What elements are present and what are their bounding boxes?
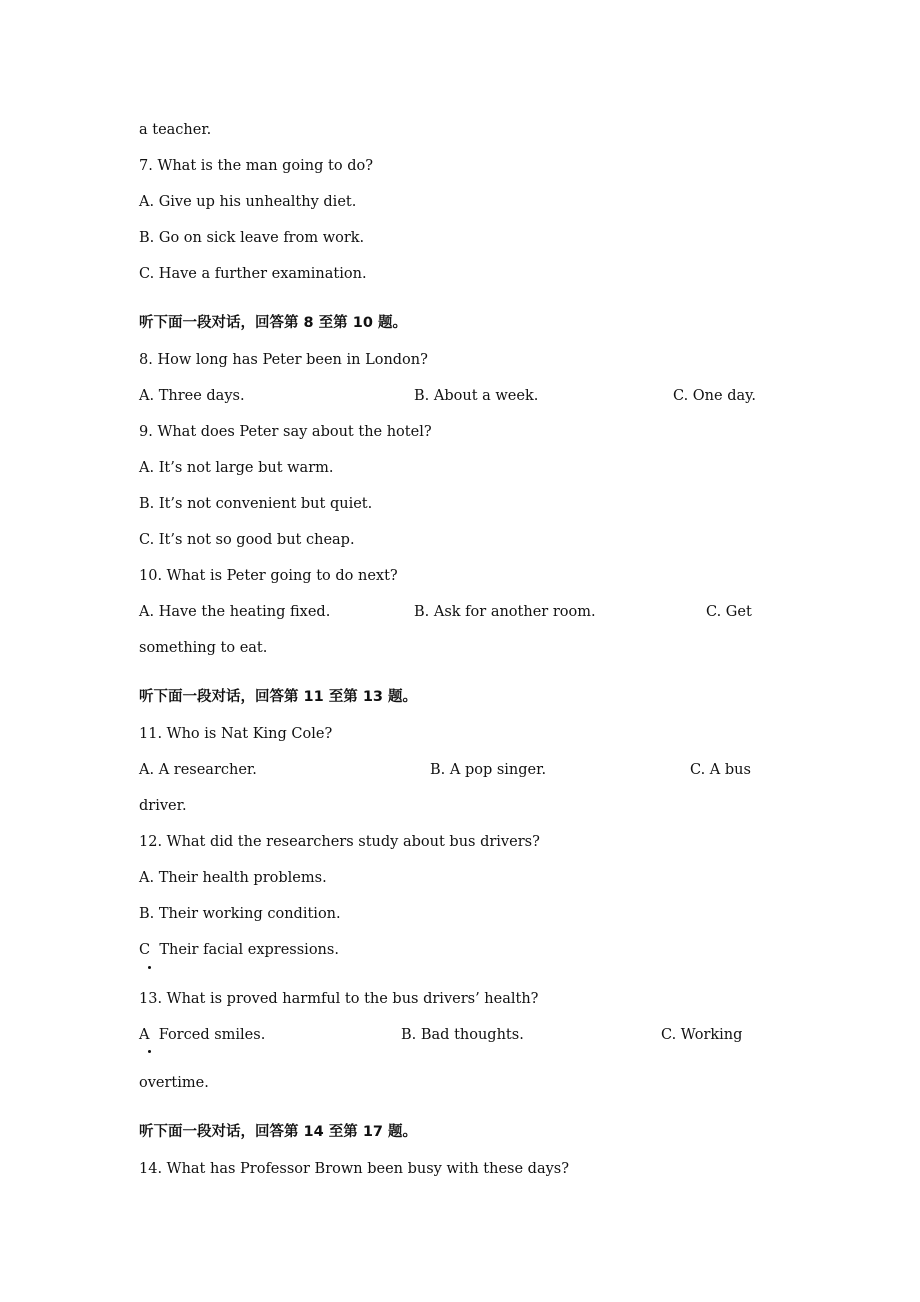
option-12a: A. Their health problems. [139, 870, 327, 886]
section-heading-8-10: 听下面一段对话，回答第 8 至第 10 题。 [139, 315, 407, 331]
question-7: 7. What is the man going to do? [139, 158, 373, 174]
option-11a: A. A researcher. [139, 762, 257, 778]
question-14: 14. What has Professor Brown been busy with these days? [139, 1161, 570, 1177]
option-7c: C. Have a further examination. [139, 266, 367, 282]
option-9c: C. It’s not so good but cheap. [139, 532, 355, 548]
question-13: 13. What is proved harmful to the bus drivers’ health? [139, 991, 539, 1007]
section-heading-14-17: 听下面一段对话，回答第 14 至第 17 题。 [139, 1124, 418, 1140]
option-13c: C. Working [661, 1027, 743, 1043]
option-8c: C. One day. [673, 388, 757, 404]
option-12b: B. Their working condition. [139, 906, 341, 922]
question-12: 12. What did the researchers study about bus drivers? [139, 834, 540, 850]
option-11c: C. A bus [690, 762, 751, 778]
option-11c-continued: driver. [139, 798, 187, 814]
option-10c-continued: something to eat. [139, 640, 268, 656]
stray-dot [148, 1050, 151, 1053]
option-7a: A. Give up his unhealthy diet. [139, 194, 357, 210]
option-13c-continued: overtime. [139, 1075, 209, 1091]
option-11b: B. A pop singer. [430, 762, 547, 778]
stray-dot [148, 966, 151, 969]
option-8b: B. About a week. [414, 388, 539, 404]
option-9a: A. It’s not large but warm. [139, 460, 334, 476]
option-7b: B. Go on sick leave from work. [139, 230, 365, 246]
text-line: a teacher. [139, 122, 212, 138]
question-8: 8. How long has Peter been in London? [139, 352, 428, 368]
section-heading-11-13: 听下面一段对话，回答第 11 至第 13 题。 [139, 689, 418, 705]
question-9: 9. What does Peter say about the hotel? [139, 424, 432, 440]
question-10: 10. What is Peter going to do next? [139, 568, 398, 584]
option-9b: B. It’s not convenient but quiet. [139, 496, 373, 512]
option-12c: C Their facial expressions. [139, 942, 339, 958]
option-13a: A Forced smiles. [139, 1027, 266, 1043]
option-10a: A. Have the heating fixed. [139, 604, 331, 620]
option-13b: B. Bad thoughts. [401, 1027, 524, 1043]
question-11: 11. Who is Nat King Cole? [139, 726, 333, 742]
option-10c: C. Get [706, 604, 752, 620]
option-10b: B. Ask for another room. [414, 604, 596, 620]
option-8a: A. Three days. [139, 388, 245, 404]
